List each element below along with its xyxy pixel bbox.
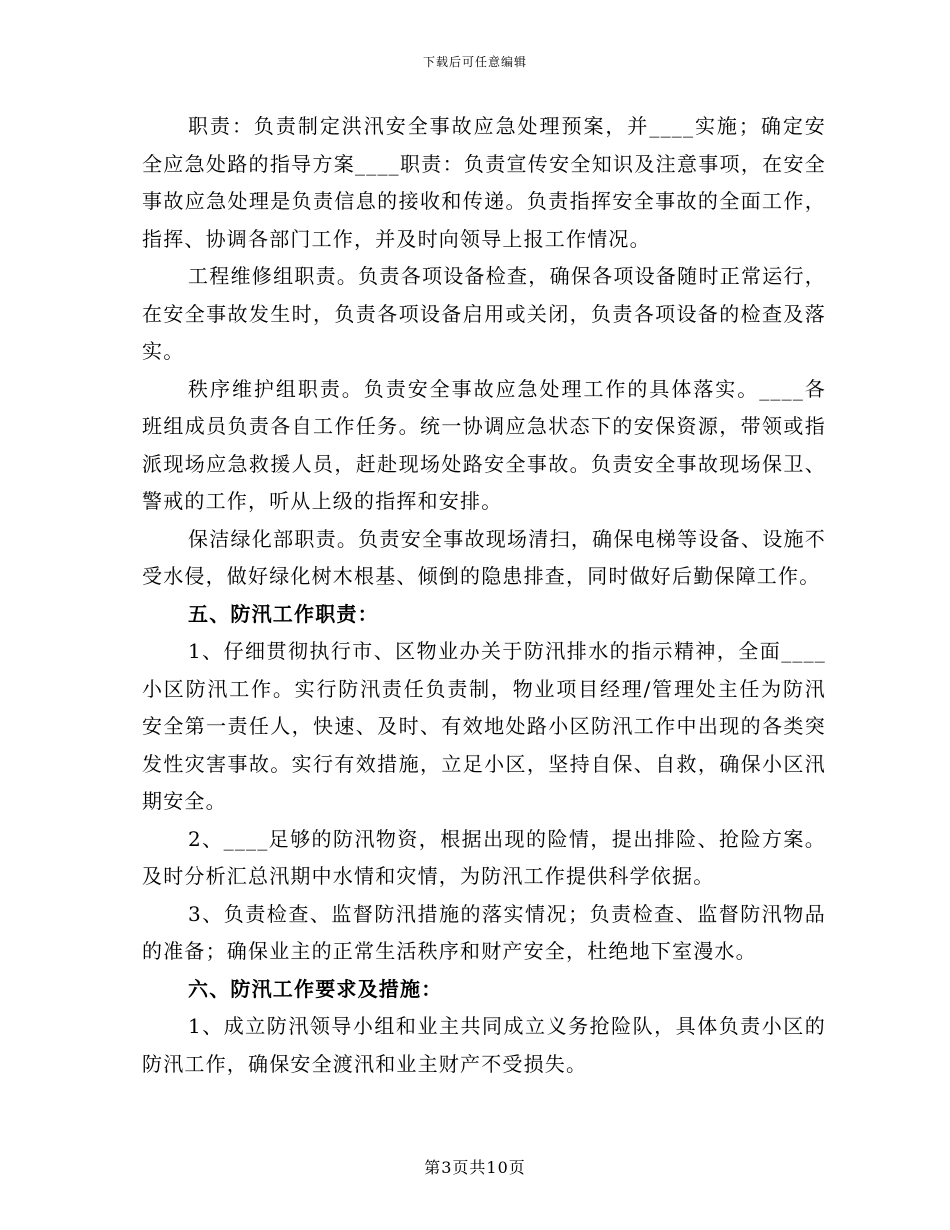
paragraph-cleaning-greening-duties: 保洁绿化部职责。负责安全事故现场清扫，确保电梯等设备、设施不受水侵，做好绿化树木根基、倾倒的隐患排查，同时做好后勤保障工作。 [142, 526, 826, 588]
section5-item-3: 3、负责检查、监督防汛措施的落实情况；负责检查、监督防汛物品的准备；确保业主的正常生活秩序和财产安全，杜绝地下室漫水。 [142, 901, 826, 963]
paragraph-order-maintenance-duties: 秩序维护组职责。负责安全事故应急处理工作的具体落实。____各班组成员负责各自工作任务。统一协调应急状态下的安保资源，带领或指派现场应急救援人员，赶赴现场处路安全事故。负责安全事故现场保卫、警戒的工作，听从上级的指挥和安排。 [142, 376, 826, 513]
section5-item-1: 1、仔细贯彻执行市、区物业办关于防汛排水的指示精神，全面____小区防汛工作。实行防汛责任负责制，物业项目经理/管理处主任为防汛安全第一责任人，快速、及时、有效地处路小区防汛工作中出现的各类突发性灾害事故。实行有效措施，立足小区，坚持自保、自救，确保小区汛期安全。 [142, 639, 826, 813]
page-number: 第3页共10页 [424, 1158, 526, 1177]
section6-item-1: 1、成立防汛领导小组和业主共同成立义务抢险队，具体负责小区的防汛工作，确保安全渡汛和业主财产不受损失。 [142, 1014, 826, 1076]
page-header-note: 下载后可任意编辑 [422, 55, 527, 69]
section5-item-2: 2、____足够的防汛物资，根据出现的险情，提出排险、抢险方案。及时分析汇总汛期中水情和灾情，为防汛工作提供科学依据。 [142, 826, 826, 888]
paragraph-engineering-duties: 工程维修组职责。负责各项设备检查，确保各项设备随时正常运行，在安全事故发生时，负责各项设备启用或关闭，负责各项设备的检查及落实。 [142, 264, 826, 363]
paragraph-duties-command: 职责：负责制定洪汛安全事故应急处理预案，并____实施；确定安全应急处路的指导方案____职责：负责宣传安全知识及注意事项，在安全事故应急处理是负责信息的接收和传递。负责指挥安全事故的全面工作，指挥、协调各部门工作，并及时向领导上报工作情况。 [142, 114, 826, 251]
section-heading-5: 五、防汛工作职责： [188, 601, 379, 626]
section-heading-6: 六、防汛工作要求及措施： [188, 976, 443, 1001]
document-body [142, 108, 826, 1083]
